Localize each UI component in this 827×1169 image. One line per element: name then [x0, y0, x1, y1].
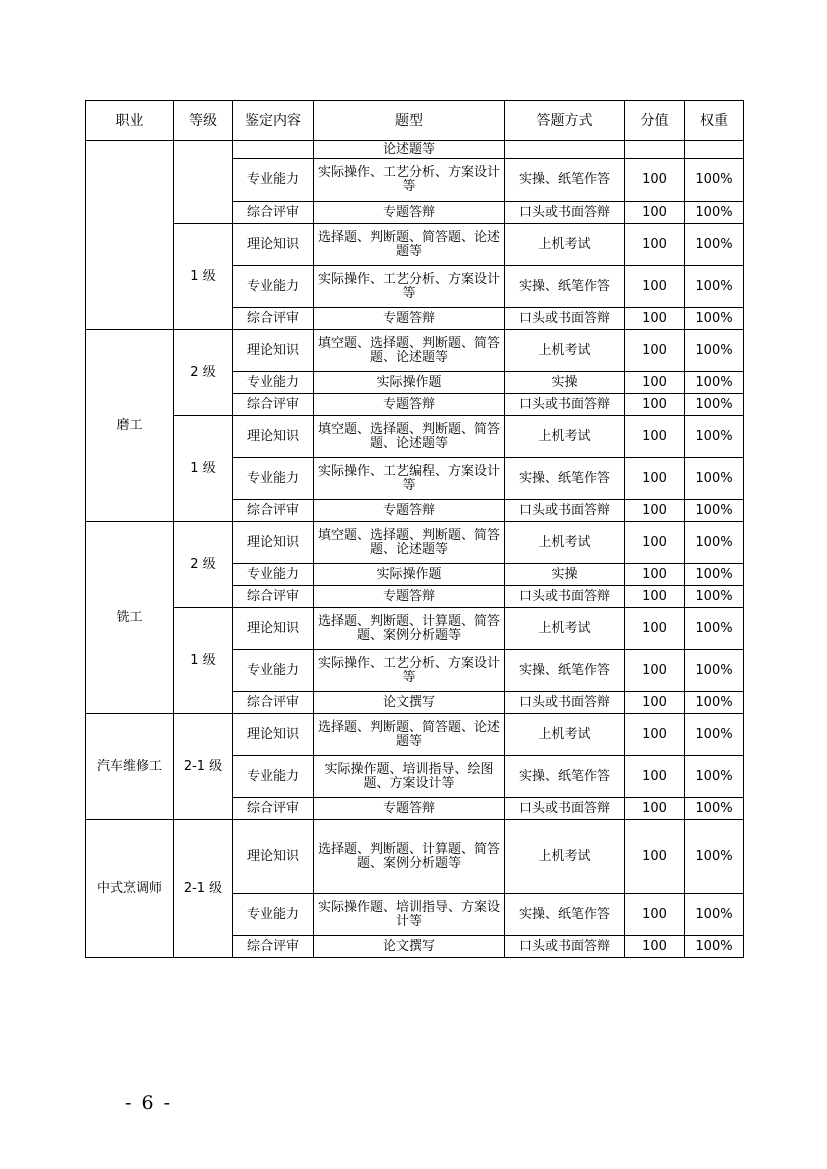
answer-method-cell: 实操、纸笔作答	[505, 894, 625, 936]
content-cell: 综合评审	[233, 308, 314, 330]
question-type-cell: 选择题、判断题、简答题、论述题等	[314, 224, 505, 266]
weight-cell: 100%	[685, 586, 744, 608]
answer-method-cell: 实操	[505, 564, 625, 586]
score-cell: 100	[625, 756, 685, 798]
answer-method-cell: 口头或书面答辩	[505, 798, 625, 820]
answer-method-cell: 口头或书面答辩	[505, 202, 625, 224]
content-cell: 理论知识	[233, 820, 314, 894]
question-type-cell: 专题答辩	[314, 586, 505, 608]
level-cell	[174, 141, 233, 224]
score-cell: 100	[625, 522, 685, 564]
question-type-cell: 论文撰写	[314, 692, 505, 714]
score-cell: 100	[625, 564, 685, 586]
content-cell: 综合评审	[233, 798, 314, 820]
answer-method-cell: 口头或书面答辩	[505, 936, 625, 958]
level-cell: 2-1 级	[174, 820, 233, 958]
question-type-cell: 论述题等	[314, 141, 505, 159]
level-cell: 2-1 级	[174, 714, 233, 820]
score-cell: 100	[625, 650, 685, 692]
content-cell: 综合评审	[233, 936, 314, 958]
occupation-cell: 中式烹调师	[86, 820, 174, 958]
content-cell: 理论知识	[233, 224, 314, 266]
level-cell: 2 级	[174, 522, 233, 608]
answer-method-cell: 上机考试	[505, 714, 625, 756]
weight-cell: 100%	[685, 692, 744, 714]
question-type-cell: 实际操作题	[314, 564, 505, 586]
question-type-cell: 选择题、判断题、计算题、简答题、案例分析题等	[314, 608, 505, 650]
question-type-cell: 专题答辩	[314, 500, 505, 522]
content-cell: 专业能力	[233, 894, 314, 936]
score-cell: 100	[625, 330, 685, 372]
score-cell: 100	[625, 820, 685, 894]
weight-cell: 100%	[685, 608, 744, 650]
table-row	[86, 141, 744, 159]
score-cell: 100	[625, 936, 685, 958]
table-row	[86, 330, 744, 372]
occupation-cell: 汽车维修工	[86, 714, 174, 820]
score-cell: 100	[625, 159, 685, 202]
weight-cell: 100%	[685, 330, 744, 372]
weight-cell: 100%	[685, 416, 744, 458]
weight-cell: 100%	[685, 202, 744, 224]
question-type-cell: 专题答辩	[314, 202, 505, 224]
question-type-cell: 填空题、选择题、判断题、简答题、论述题等	[314, 522, 505, 564]
level-cell: 1 级	[174, 416, 233, 522]
content-cell: 综合评审	[233, 500, 314, 522]
score-cell: 100	[625, 500, 685, 522]
question-type-cell: 实际操作、工艺分析、方案设计等	[314, 159, 505, 202]
score-cell: 100	[625, 692, 685, 714]
score-cell: 100	[625, 372, 685, 394]
occupation-cell: 磨工	[86, 330, 174, 522]
answer-method-cell: 口头或书面答辩	[505, 500, 625, 522]
question-type-cell: 实际操作、工艺分析、方案设计等	[314, 266, 505, 308]
page-number: - 6 -	[125, 1092, 173, 1114]
weight-cell: 100%	[685, 308, 744, 330]
score-cell: 100	[625, 308, 685, 330]
answer-method-cell: 口头或书面答辩	[505, 586, 625, 608]
weight-cell: 100%	[685, 458, 744, 500]
question-type-cell: 专题答辩	[314, 308, 505, 330]
answer-method-cell: 上机考试	[505, 224, 625, 266]
table-row	[86, 416, 744, 458]
header-level: 等级	[174, 101, 233, 141]
score-cell: 100	[625, 608, 685, 650]
answer-method-cell: 上机考试	[505, 416, 625, 458]
content-cell	[233, 141, 314, 159]
weight-cell: 100%	[685, 394, 744, 416]
content-cell: 理论知识	[233, 330, 314, 372]
score-cell: 100	[625, 586, 685, 608]
weight-cell: 100%	[685, 650, 744, 692]
content-cell: 专业能力	[233, 650, 314, 692]
content-cell: 专业能力	[233, 458, 314, 500]
question-type-cell: 专题答辩	[314, 394, 505, 416]
header-occupation: 职业	[86, 101, 174, 141]
content-cell: 综合评审	[233, 586, 314, 608]
question-type-cell: 实际操作题、培训指导、方案设计等	[314, 894, 505, 936]
table-row	[86, 820, 744, 894]
answer-method-cell: 实操、纸笔作答	[505, 266, 625, 308]
answer-method-cell: 实操	[505, 372, 625, 394]
content-cell: 理论知识	[233, 714, 314, 756]
table-row	[86, 522, 744, 564]
assessment-table	[85, 100, 744, 958]
weight-cell: 100%	[685, 936, 744, 958]
answer-method-cell: 实操、纸笔作答	[505, 159, 625, 202]
score-cell: 100	[625, 458, 685, 500]
header-content: 鉴定内容	[233, 101, 314, 141]
question-type-cell: 实际操作、工艺编程、方案设计等	[314, 458, 505, 500]
answer-method-cell: 口头或书面答辩	[505, 692, 625, 714]
answer-method-cell: 上机考试	[505, 522, 625, 564]
content-cell: 综合评审	[233, 394, 314, 416]
answer-method-cell: 上机考试	[505, 330, 625, 372]
answer-method-cell: 口头或书面答辩	[505, 394, 625, 416]
score-cell: 100	[625, 416, 685, 458]
header-weight: 权重	[685, 101, 744, 141]
question-type-cell: 选择题、判断题、简答题、论述题等	[314, 714, 505, 756]
weight-cell	[685, 141, 744, 159]
score-cell: 100	[625, 202, 685, 224]
weight-cell: 100%	[685, 224, 744, 266]
question-type-cell: 填空题、选择题、判断题、简答题、论述题等	[314, 330, 505, 372]
question-type-cell: 实际操作题、培训指导、绘图题、方案设计等	[314, 756, 505, 798]
answer-method-cell: 实操、纸笔作答	[505, 650, 625, 692]
score-cell: 100	[625, 798, 685, 820]
level-cell: 1 级	[174, 224, 233, 330]
table-row	[86, 608, 744, 650]
weight-cell: 100%	[685, 372, 744, 394]
weight-cell: 100%	[685, 820, 744, 894]
level-cell: 1 级	[174, 608, 233, 714]
weight-cell: 100%	[685, 500, 744, 522]
content-cell: 理论知识	[233, 522, 314, 564]
occupation-cell	[86, 141, 174, 330]
occupation-cell: 铣工	[86, 522, 174, 714]
answer-method-cell: 口头或书面答辩	[505, 308, 625, 330]
weight-cell: 100%	[685, 564, 744, 586]
score-cell: 100	[625, 224, 685, 266]
score-cell: 100	[625, 894, 685, 936]
score-cell: 100	[625, 394, 685, 416]
header-score: 分值	[625, 101, 685, 141]
content-cell: 综合评审	[233, 692, 314, 714]
score-cell	[625, 141, 685, 159]
weight-cell: 100%	[685, 756, 744, 798]
answer-method-cell: 上机考试	[505, 608, 625, 650]
content-cell: 综合评审	[233, 202, 314, 224]
weight-cell: 100%	[685, 266, 744, 308]
score-cell: 100	[625, 266, 685, 308]
question-type-cell: 实际操作、工艺分析、方案设计等	[314, 650, 505, 692]
content-cell: 专业能力	[233, 756, 314, 798]
answer-method-cell: 实操、纸笔作答	[505, 756, 625, 798]
table-row	[86, 224, 744, 266]
question-type-cell: 选择题、判断题、计算题、简答题、案例分析题等	[314, 820, 505, 894]
answer-method-cell	[505, 141, 625, 159]
weight-cell: 100%	[685, 159, 744, 202]
content-cell: 专业能力	[233, 564, 314, 586]
weight-cell: 100%	[685, 714, 744, 756]
question-type-cell: 论文撰写	[314, 936, 505, 958]
weight-cell: 100%	[685, 894, 744, 936]
question-type-cell: 填空题、选择题、判断题、简答题、论述题等	[314, 416, 505, 458]
table-header-row	[86, 101, 744, 141]
weight-cell: 100%	[685, 798, 744, 820]
answer-method-cell: 上机考试	[505, 820, 625, 894]
question-type-cell: 实际操作题	[314, 372, 505, 394]
level-cell: 2 级	[174, 330, 233, 416]
content-cell: 专业能力	[233, 159, 314, 202]
header-answer-method: 答题方式	[505, 101, 625, 141]
content-cell: 理论知识	[233, 416, 314, 458]
header-question-type: 题型	[314, 101, 505, 141]
content-cell: 专业能力	[233, 372, 314, 394]
weight-cell: 100%	[685, 522, 744, 564]
content-cell: 专业能力	[233, 266, 314, 308]
question-type-cell: 专题答辩	[314, 798, 505, 820]
table-row	[86, 714, 744, 756]
score-cell: 100	[625, 714, 685, 756]
content-cell: 理论知识	[233, 608, 314, 650]
answer-method-cell: 实操、纸笔作答	[505, 458, 625, 500]
